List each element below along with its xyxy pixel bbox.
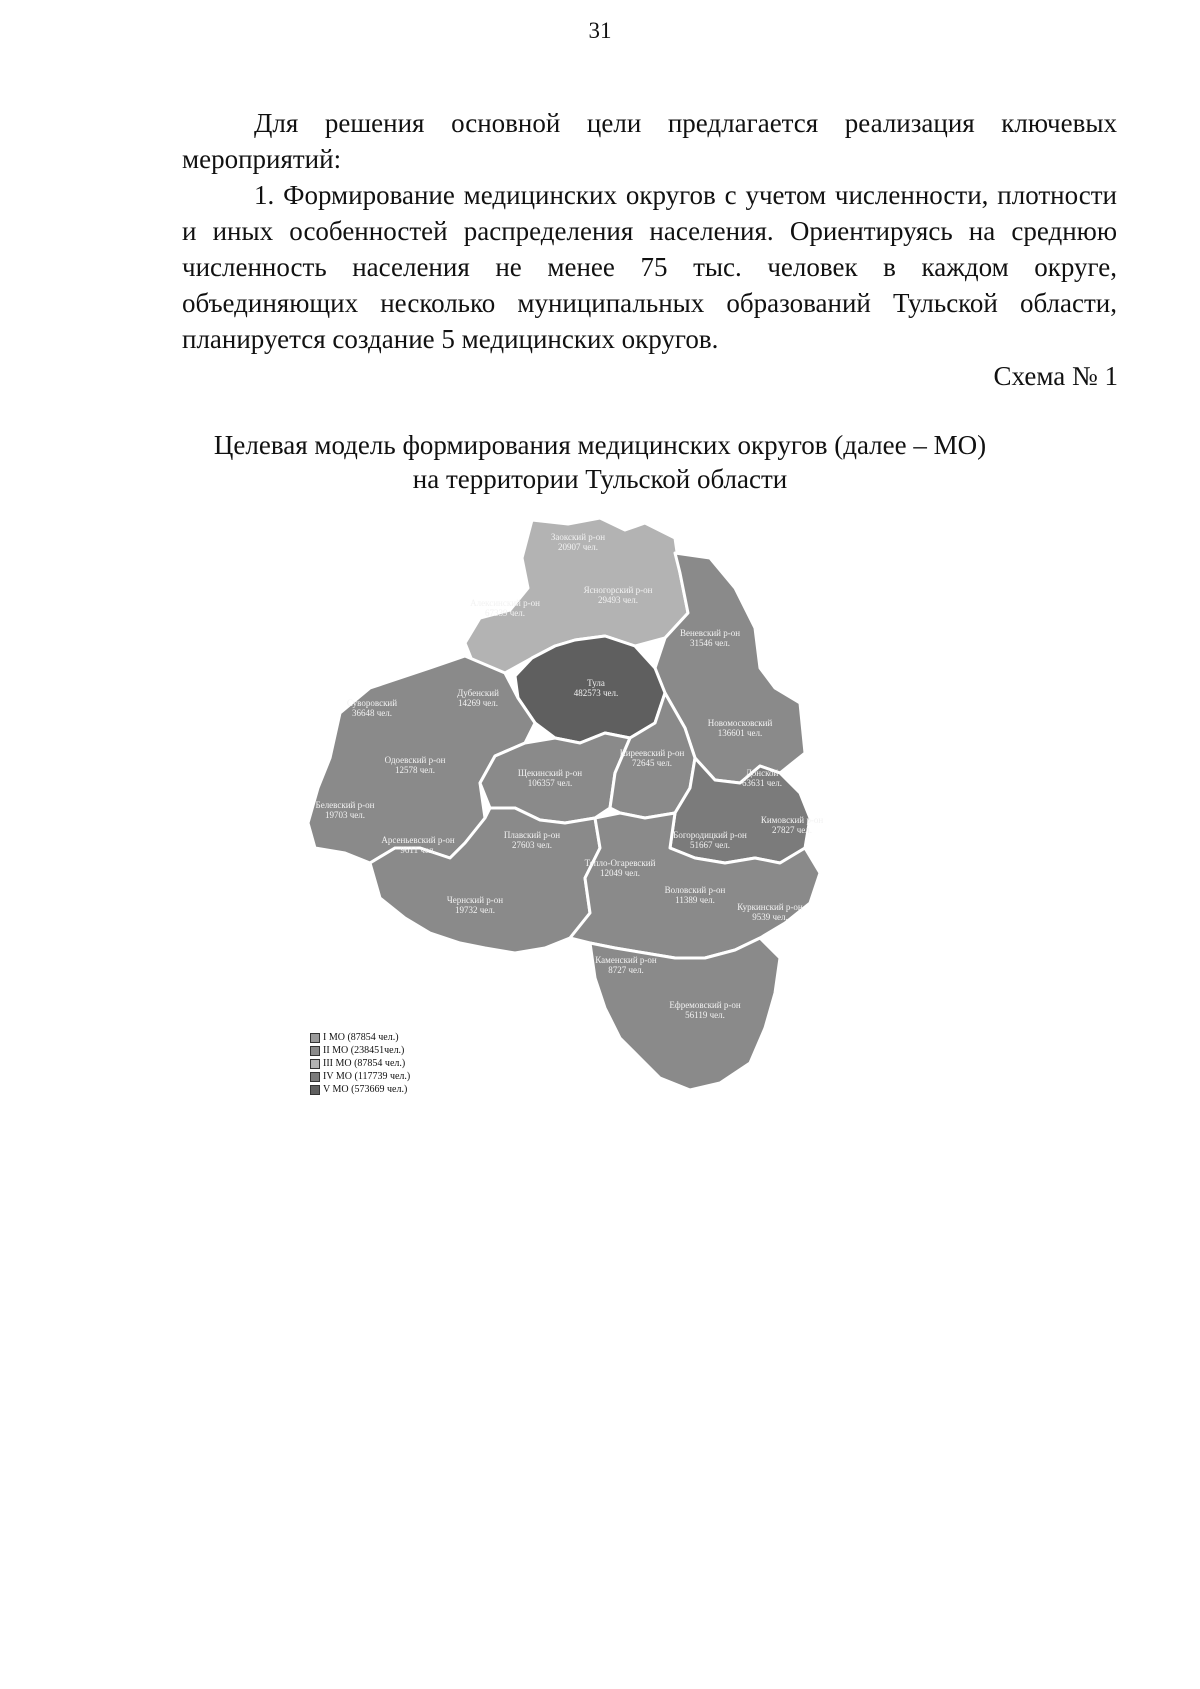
legend-label: I МО (87854 чел.): [323, 1032, 399, 1043]
legend-item: [310, 1044, 410, 1057]
label-teplo-ogarevo: Тепло-Огаревский 12049 чел.: [584, 858, 656, 878]
label-kimovsk: Кимовский р-он 27827 чел.: [760, 815, 824, 835]
label-schekino: Щекинский р-он 106357 чел.: [517, 768, 583, 788]
label-donskoy: Донской 63631 чел.: [741, 768, 783, 788]
legend-label: II МО (238451чел.): [323, 1045, 405, 1056]
legend-swatch: [310, 1046, 320, 1056]
legend-label: V МО (573669 чел.): [323, 1084, 408, 1095]
legend-item: [310, 1057, 410, 1070]
page-number: 31: [588, 18, 612, 43]
legend-swatch: [310, 1059, 320, 1069]
label-odoev: Одоевский р-он 12578 чел.: [384, 755, 446, 775]
label-suvorov: Суворовский 36648 чел.: [346, 698, 398, 718]
paragraph-1: Для решения основной цели предлагается реализация ключевых мероприятий:: [182, 108, 1117, 174]
label-efremov: Ефремовский р-он 56119 чел.: [669, 1000, 741, 1020]
label-arsenyevo: Арсеньевский р-он 9611 чел.: [381, 835, 455, 855]
label-dubna: Дубенский 14269 чел.: [457, 688, 499, 708]
label-bogoroditsk: Богородицкий р-он 51667 чел.: [673, 830, 747, 850]
label-tula: Тула 482573 чел.: [573, 678, 619, 698]
legend-label: III МО (87854 чел.): [323, 1058, 406, 1069]
paragraph-2: 1. Формирование медицинских округов с учетом численности, плотности и иных особенностей распределения населения. Ориентируясь на среднюю численность населения не менее 75 тыс. человек в каждом округе, объединяющих несколько муниципальных образований Тульской области, планируется создание 5 медицинских округов.: [182, 180, 1117, 354]
label-novomoskovsk: Новомосковский 136601 чел.: [707, 718, 773, 738]
paragraph-2-block: [182, 177, 1117, 357]
label-kamenka: Каменский р-он 8727 чел.: [595, 955, 657, 975]
legend-item: [310, 1070, 410, 1083]
caption-line-1: Целевая модель формирования медицинских округов (далее – МО): [213, 430, 987, 460]
scheme-label: Схема № 1: [993, 361, 1118, 391]
label-yasnogorsk: Ясногорский р-он 29493 чел.: [583, 585, 653, 605]
label-kurkino: Куркинский р-он 9539 чел.: [737, 902, 803, 922]
legend-item: [310, 1031, 410, 1044]
legend-swatch: [310, 1072, 320, 1082]
label-volovo: Воловский р-он 11389 чел.: [664, 885, 726, 905]
label-plavsk: Плавский р-он 27603 чел.: [503, 830, 561, 850]
label-chern: Чернский р-он 19732 чел.: [446, 895, 504, 915]
legend-swatch: [310, 1033, 320, 1043]
label-kireevsk: Киреевский р-он 72645 чел.: [619, 748, 685, 768]
label-venev: Веневский р-он 31546 чел.: [679, 628, 741, 648]
label-aleksin: Алексинский р-он 67339 чел.: [470, 598, 540, 618]
legend-item: [310, 1083, 410, 1096]
caption-line-2: на территории Тульской области: [412, 464, 788, 494]
paragraph-1-block: [182, 105, 1117, 177]
label-zaoksk: Заокский р-он 20907 чел.: [550, 532, 606, 552]
map-caption: [150, 428, 1050, 496]
legend-label: IV МО (117739 чел.): [323, 1071, 411, 1082]
map-legend: [310, 1031, 410, 1096]
legend-swatch: [310, 1085, 320, 1095]
label-belev: Белевский р-он 19703 чел.: [315, 800, 375, 820]
